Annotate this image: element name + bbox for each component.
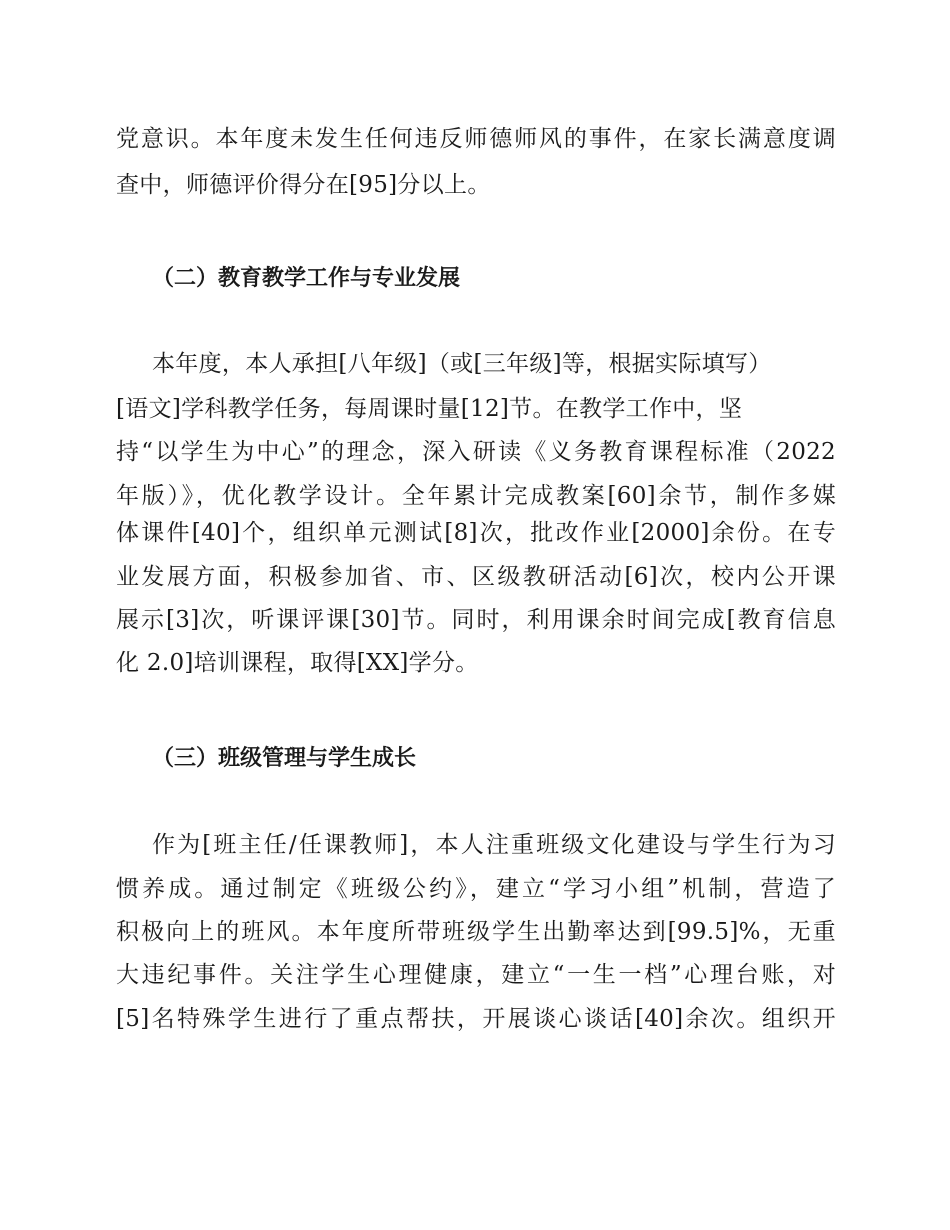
paragraph-1-line-1: 党意识。本年度未发生任何违反师德师风的事件，在家长满意度调 bbox=[116, 126, 836, 152]
section-3-line-1: 作为[班主任/任课教师]，本人注重班级文化建设与学生行为习 bbox=[152, 832, 836, 858]
paragraph-1-line-2: 查中，师德评价得分在[95]分以上。 bbox=[116, 172, 491, 198]
section-3-line-5: [5]名特殊学生进行了重点帮扶，开展谈心谈话[40]余次。组织开 bbox=[116, 1006, 836, 1032]
section-2-line-3: 持“以学生为中心”的理念，深入研读《义务教育课程标准（2022 bbox=[116, 439, 836, 465]
section-2-heading: （二）教育教学工作与专业发展 bbox=[152, 266, 461, 291]
section-2-line-6: 业发展方面，积极参加省、市、区级教研活动[6]次，校内公开课 bbox=[116, 564, 836, 590]
section-2-line-1: 本年度，本人承担[八年级]（或[三年级]等，根据实际填写） bbox=[152, 351, 772, 377]
section-2-line-2: [语文]学科教学任务，每周课时量[12]节。在教学工作中，坚 bbox=[116, 396, 743, 422]
section-3-line-2: 惯养成。通过制定《班级公约》，建立“学习小组”机制，营造了 bbox=[116, 876, 836, 902]
section-2-line-8: 化 2.0]培训课程，取得[XX]学分。 bbox=[116, 650, 479, 676]
section-3-line-4: 大违纪事件。关注学生心理健康，建立“一生一档”心理台账，对 bbox=[116, 962, 836, 988]
section-2-line-5: 体课件[40]个，组织单元测试[8]次，批改作业[2000]余份。在专 bbox=[116, 520, 836, 546]
section-2-line-7: 展示[3]次，听课评课[30]节。同时，利用课余时间完成[教育信息 bbox=[116, 607, 836, 633]
section-3-line-3: 积极向上的班风。本年度所带班级学生出勤率达到[99.5]%，无重 bbox=[116, 919, 836, 945]
section-2-line-4: 年版）》，优化教学设计。全年累计完成教案[60]余节，制作多媒 bbox=[116, 483, 836, 509]
section-3-heading: （三）班级管理与学生成长 bbox=[152, 746, 417, 771]
